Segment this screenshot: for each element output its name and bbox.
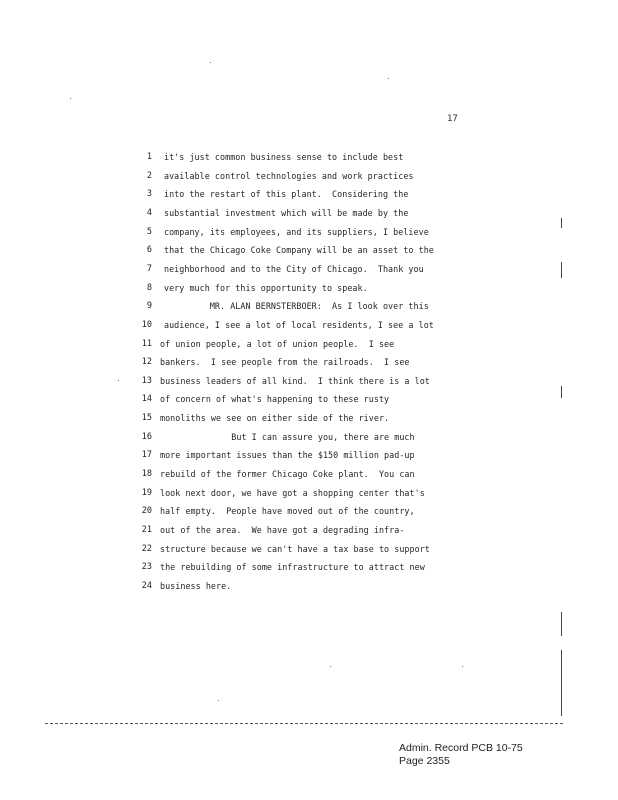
line-number: 20 — [141, 506, 152, 516]
transcript-line: of concern of what's happening to these rusty — [160, 394, 390, 404]
transcript-line: rebuild of the former Chicago Coke plant. You can — [160, 469, 415, 479]
line-number: 7 — [146, 264, 152, 274]
transcript-line: look next door, we have got a shopping center that's — [160, 488, 425, 498]
line-number: 6 — [146, 245, 152, 255]
line-number: 5 — [146, 227, 152, 237]
transcript-line: out of the area. We have got a degrading infra- — [160, 525, 405, 535]
line-number: 23 — [141, 562, 152, 572]
line-number: 21 — [141, 525, 152, 535]
transcript-line: it's just common business sense to include best — [164, 152, 404, 162]
transcript-line: that the Chicago Coke Company will be an asset to the — [164, 245, 434, 255]
scan-speck — [388, 78, 389, 79]
line-number: 2 — [146, 171, 152, 181]
scan-speck — [330, 666, 331, 667]
line-number: 13 — [141, 376, 152, 386]
transcript-line: more important issues than the $150 million pad-up — [160, 450, 415, 460]
line-number: 17 — [141, 450, 152, 460]
transcript-line: half empty. People have moved out of the country, — [160, 506, 415, 516]
transcript-line: business here. — [160, 581, 232, 591]
transcript-line: monoliths we see on either side of the river. — [160, 413, 390, 423]
line-number: 24 — [141, 581, 152, 591]
margin-mark — [561, 650, 562, 716]
transcript-line: available control technologies and work practices — [164, 171, 414, 181]
transcript-line: into the restart of this plant. Considering the — [164, 189, 409, 199]
transcript-line: business leaders of all kind. I think there is a lot — [160, 376, 430, 386]
transcript-line: bankers. I see people from the railroads. I see — [160, 357, 410, 367]
transcript-line: of union people, a lot of union people. I see — [160, 339, 395, 349]
line-number: 12 — [141, 357, 152, 367]
line-number: 11 — [141, 339, 152, 349]
admin-record-label: Admin. Record PCB 10-75 — [399, 742, 523, 754]
line-number: 10 — [141, 320, 152, 330]
line-number: 3 — [146, 189, 152, 199]
line-number: 18 — [141, 469, 152, 479]
margin-mark — [561, 386, 562, 398]
transcript-line: MR. ALAN BERNSTERBOER: As I look over this — [164, 301, 429, 311]
transcript-line: structure because we can't have a tax base to support — [160, 544, 430, 554]
line-number: 19 — [141, 488, 152, 498]
scan-speck — [118, 380, 119, 381]
line-number: 22 — [141, 544, 152, 554]
line-number: 9 — [146, 301, 152, 311]
scan-speck — [462, 666, 463, 667]
line-number: 15 — [141, 413, 152, 423]
page-label: Page 2355 — [399, 755, 450, 767]
line-number: 16 — [141, 432, 152, 442]
transcript-line: company, its employees, and its suppliers, I believe — [164, 227, 429, 237]
line-number: 14 — [141, 394, 152, 404]
transcript-line: neighborhood and to the City of Chicago. Thank you — [164, 264, 424, 274]
scan-speck — [70, 98, 71, 99]
margin-mark — [561, 262, 562, 278]
scan-speck — [218, 700, 219, 701]
transcript-line: the rebuilding of some infrastructure to attract new — [160, 562, 425, 572]
bottom-dashed-rule — [45, 723, 563, 724]
margin-mark — [561, 218, 562, 228]
scan-speck — [210, 62, 211, 63]
transcript-line: very much for this opportunity to speak. — [164, 283, 368, 293]
transcript-line: substantial investment which will be made by the — [164, 208, 409, 218]
line-number: 8 — [146, 283, 152, 293]
line-number: 1 — [146, 152, 152, 162]
transcript-line: audience, I see a lot of local residents, I see a lot — [164, 320, 434, 330]
line-number: 4 — [146, 208, 152, 218]
transcript-line: But I can assure you, there are much — [160, 432, 415, 442]
margin-mark — [561, 612, 562, 636]
page-number: 17 — [447, 114, 458, 124]
